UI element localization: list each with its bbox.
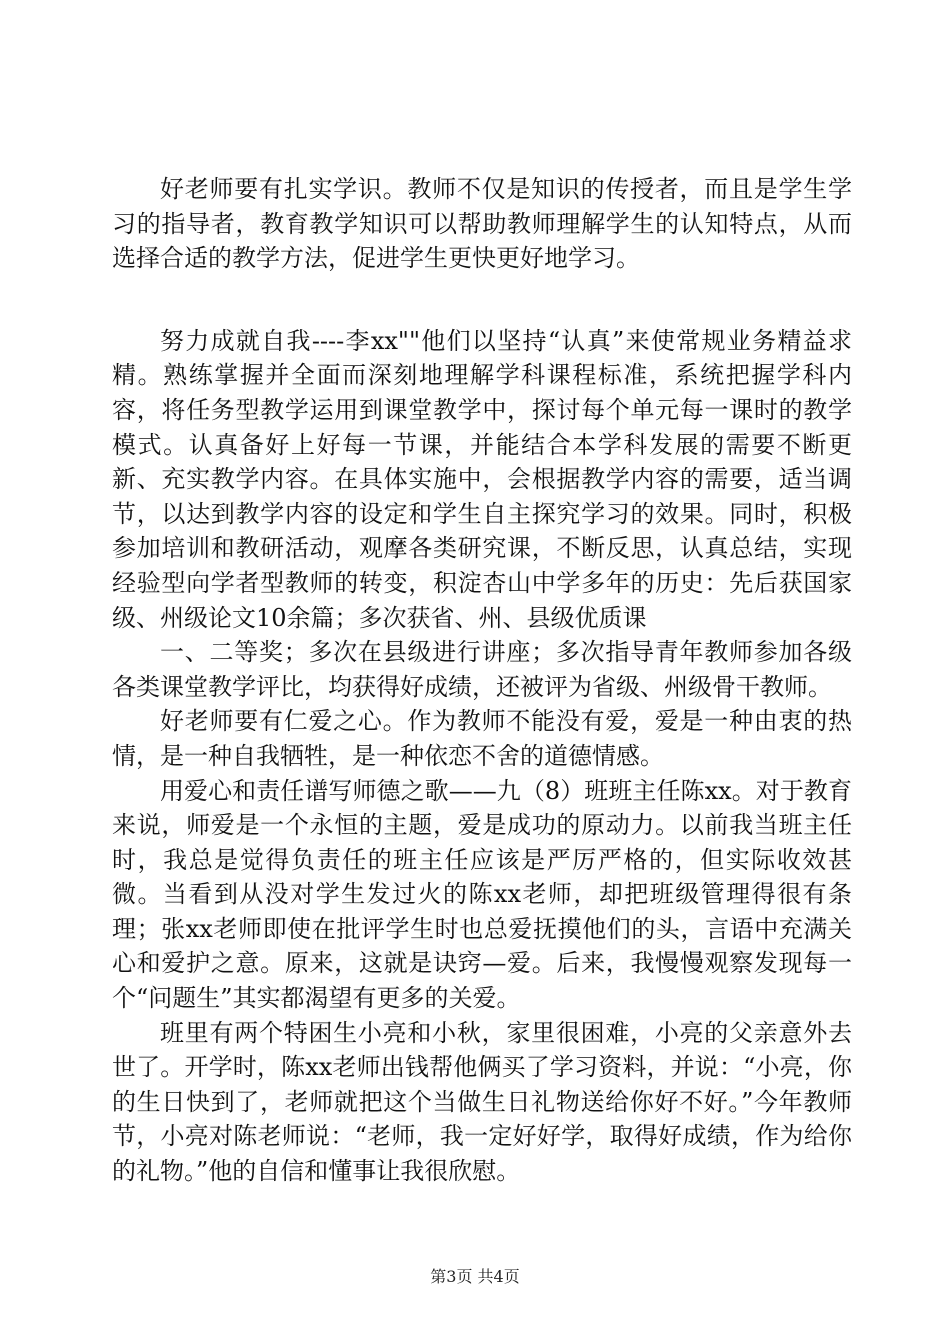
page-number: 第3页 共4页 bbox=[430, 1267, 520, 1286]
document-body bbox=[112, 172, 852, 1189]
paragraph-student-story: 班里有两个特困生小亮和小秋，家里很困难，小亮的父亲意外去世了。开学时，陈xx老师出钱帮他俩买了学习资料，并说：“小亮，你的生日快到了，老师就把这个当做生日礼物送给你好不好。”今年教师节，小亮对陈老师说：“老师，我一定好好学，取得好成绩，作为给你的礼物。”他的自信和懂事让我很欣慰。 bbox=[112, 1018, 852, 1186]
page-footer bbox=[0, 1267, 950, 1287]
paragraph-self-achievement: 努力成就自我----李xx""他们以坚持“认真”来使常规业务精益求精。熟练掌握并全面而深刻地理解学科课程标准，系统把握学科内容，将任务型教学运用到课堂教学中，探讨每个单元每一课时的教学模式。认真备好上好每一节课，并能结合本学科发展的需要不断更新、充实教学内容。在具体实施中，会根据教学内容的需要，适当调节，以达到教学内容的设定和学生自主探究学习的效果。同时，积极参加培训和教研活动，观摩各类研究课，不断反思，认真总结，实现经验型向学者型教师的转变，积淀杏山中学多年的历史：先后获国家级、州级论文10余篇；多次获省、州、县级优质课 bbox=[112, 326, 852, 632]
paragraph-caring-heart: 好老师要有仁爱之心。作为教师不能没有爱，爱是一种由衷的热情，是一种自我牺牲，是一种依恋不舍的道德情感。 bbox=[112, 707, 852, 770]
paragraph-solid-knowledge: 好老师要有扎实学识。教师不仅是知识的传授者，而且是学生学习的指导者，教育教学知识可以帮助教师理解学生的认知特点，从而选择合适的教学方法，促进学生更快更好地学习。 bbox=[112, 175, 852, 273]
paragraph-teacher-love: 用爱心和责任谱写师德之歌——九（8）班班主任陈xx。对于教育来说，师爱是一个永恒的主题，爱是成功的原动力。以前我当班主任时，我总是觉得负责任的班主任应该是严厉严格的，但实际收效甚微。当看到从没对学生发过火的陈xx老师，却把班级管理得很有条理；张xx老师即使在批评学生时也总爱抚摸他们的头，言语中充满关心和爱护之意。原来，这就是诀窍—爱。后来，我慢慢观察发现每一个“问题生”其实都渴望有更多的关爱。 bbox=[112, 776, 852, 1013]
paragraph-awards: 一、二等奖；多次在县级进行讲座；多次指导青年教师参加各级各类课堂教学评比，均获得好成绩，还被评为省级、州级骨干教师。 bbox=[112, 638, 852, 701]
